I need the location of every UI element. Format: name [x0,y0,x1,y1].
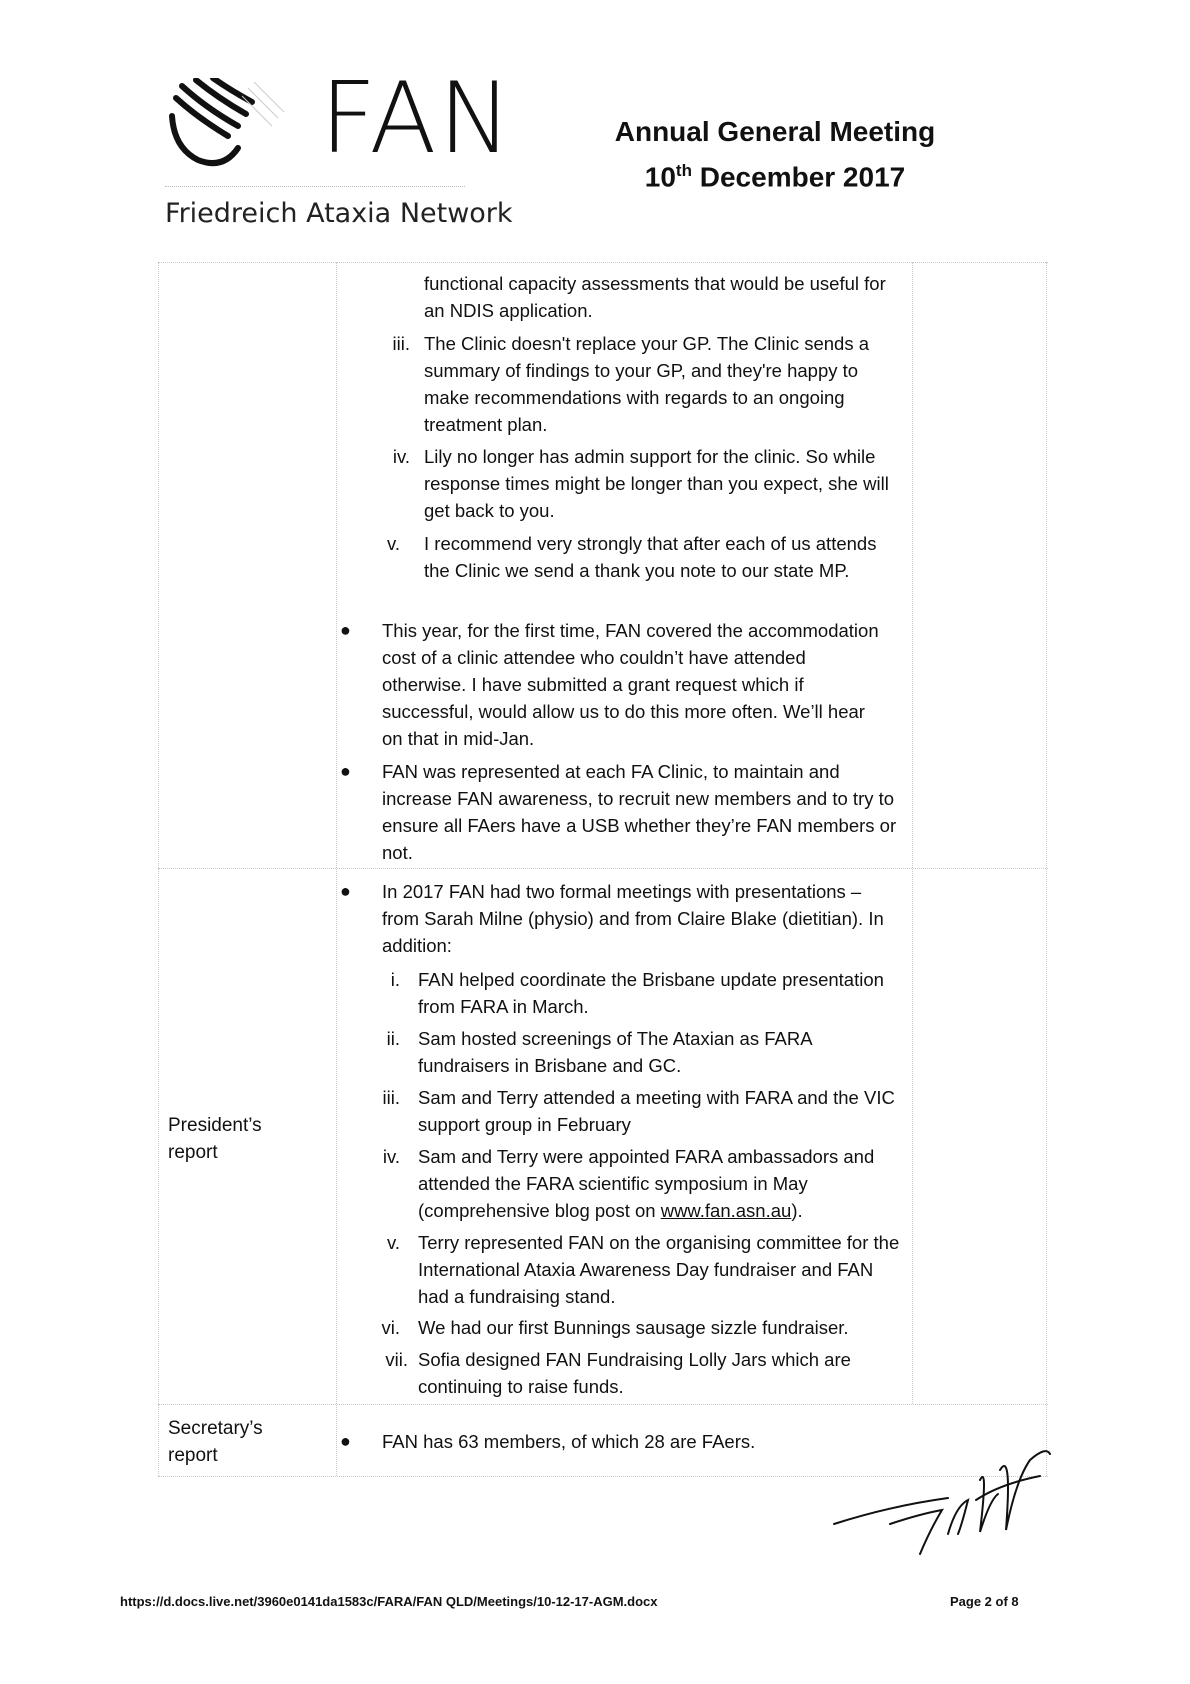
table-border-left [158,262,159,1476]
footer-url: https://d.docs.live.net/3960e0141da1583c/FARA/FAN QLD/Meetings/10-12-17-AGM.docx [120,1594,658,1609]
hand-logo-icon [168,78,288,178]
bullet-icon: ● [340,620,351,640]
signature [830,1440,1060,1570]
website-link[interactable]: www.fan.asn.au [660,1200,792,1221]
table-row-divider [158,868,1048,869]
presidents-report-label: President’s report [168,1115,262,1163]
table-column-divider [336,262,337,1476]
bullet-icon: ● [340,761,351,781]
meeting-date: 10th December 2017 [644,161,906,193]
table-row-divider [158,1404,1048,1405]
table-border-top [158,262,1048,263]
logo-wordmark: FAN [320,62,514,176]
table-column-divider [912,262,913,1404]
logo-subtitle: Friedreich Ataxia Network [165,198,513,229]
meeting-title: Annual General Meeting [614,116,936,147]
meeting-heading [560,112,990,196]
fan-logo [160,62,520,240]
secretarys-report-label: Secretary’s report [168,1418,263,1466]
table-border-right [1046,262,1047,1476]
page-number: Page 2 of 8 [950,1594,1019,1609]
bullet-icon: ● [340,1431,351,1451]
bullet-icon: ● [340,881,351,901]
document-page: FAN Friedreich Ataxia Network Annual General Meeting 10th December 2017 functional capacity assessments that would be useful for an NDIS application. iii. The Clinic doesn't replace your GP. The Clinic sends a summary of findings to your GP, and they're happy to make recommendations with regards to an ongoing treatment plan. iv. Lily no longer has admin support for the clinic. So while response times might be longer than you expect, she will get back to you. v. I recommend very strongly that after each of us attends the Clinic we send a thank you note to our state MP. ● This year, for the first time, FAN covered the accommodation cost of a clinic attendee who couldn’t have attended otherwise. I have submitted a grant request which if successful, would allow us to do this more often. We’ll hear on that in mid-Jan. ● FAN was represented at each FA Clinic, to maintain and increase FAN awareness, to recruit new members and to try to ensure all FAers have a USB whether they’re FAN members or not. President’s report ● In 2017 FAN had two formal meetings with presentations – from Sarah Milne (physio) and from Claire Blake (dietitian). In addition: i. FAN helped coordinate the Brisbane update presentation from FARA in March. ii. Sam hosted screenings of The Ataxian as FARA fundraisers in Brisbane and GC. iii. Sam and Terry attended a meeting with FARA and the VIC support group in February iv. Sam and Terry were appointed FARA ambassadors and attended the FARA scientific symposium in May (comprehensive blog post on www.fan.asn.au). v. Terry represented FAN on the organising committee for the International Ataxia Awareness Day fundraiser and FAN had a fundraising stand. vi. We had our first Bunnings sausage sizzle fundraiser. vii. Sofia designed FAN Fundraising Lolly Jars which are continuing to raise funds. Secretary’s report ● FAN has 63 members, of which 28 are FAers. https://d.docs.live.net/3960e0141da1583c/FARA/FAN QLD/Meetings/10-12-17-AGM.docx Page 2 of 8 [0,0,1190,1684]
continuation-text: functional capacity assessments that would be useful for an NDIS application. [424,273,886,321]
logo-divider [165,186,465,187]
